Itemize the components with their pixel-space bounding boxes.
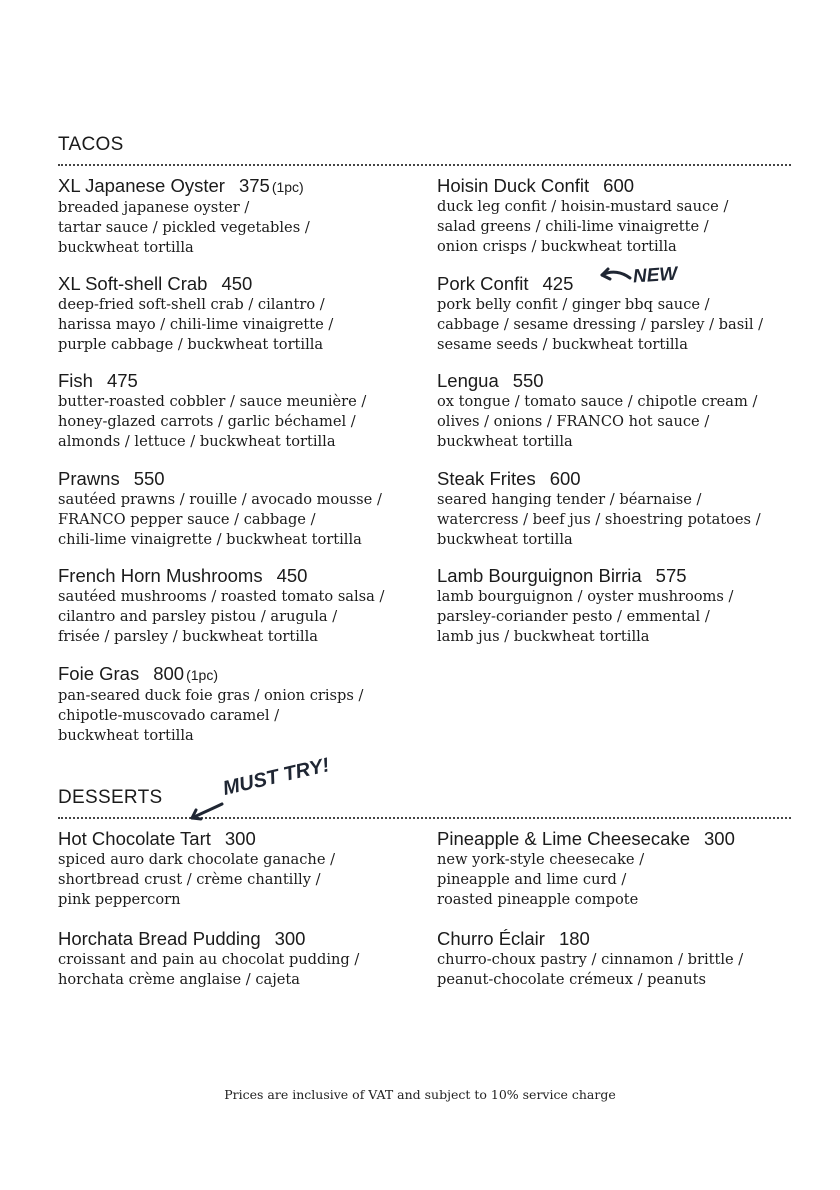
item-desc-line: onion crisps / buckwheat tortilla <box>437 238 677 255</box>
item-desc-line: lamb jus / buckwheat tortilla <box>437 628 650 645</box>
item-price: 600 <box>549 468 581 489</box>
item-desc-line: buckwheat tortilla <box>437 531 573 548</box>
item-name: Horchata Bread Pudding <box>58 928 261 949</box>
item-desc-line: new york-style cheesecake / <box>437 851 645 868</box>
menu-item-xl-japanese-oyster <box>58 175 418 258</box>
tacos-divider <box>58 164 791 166</box>
item-desc-line: buckwheat tortilla <box>58 239 194 256</box>
menu-item-xl-soft-shell-crab <box>58 273 418 355</box>
item-desc-line: deep-fried soft-shell crab / cilantro / <box>58 296 325 313</box>
item-desc-line: churro-choux pastry / cinnamon / brittle / <box>437 951 744 968</box>
item-desc-line: breaded japanese oyster / <box>58 199 250 216</box>
item-qty: (1pc) <box>271 179 304 195</box>
item-name: Hoisin Duck Confit <box>437 175 590 196</box>
item-desc-line: buckwheat tortilla <box>437 433 573 450</box>
menu-item-french-horn-mushrooms <box>58 565 418 647</box>
item-desc-line: parsley-coriander pesto / emmental / <box>437 608 710 625</box>
item-desc-line: horchata crème anglaise / cajeta <box>58 971 300 988</box>
item-name: French Horn Mushrooms <box>58 565 263 586</box>
item-desc-line: almonds / lettuce / buckwheat tortilla <box>58 433 336 450</box>
item-name: Pork Confit <box>437 273 529 294</box>
item-price: 600 <box>603 175 635 196</box>
item-desc-line: olives / onions / FRANCO hot sauce / <box>437 413 710 430</box>
item-price: 450 <box>276 565 308 586</box>
item-qty: (1pc) <box>186 667 218 683</box>
item-price: 180 <box>558 928 590 949</box>
item-desc-line: buckwheat tortilla <box>58 727 194 744</box>
item-price: 575 <box>655 565 687 586</box>
item-desc-line: pink peppercorn <box>58 891 181 908</box>
item-desc-line: sesame seeds / buckwheat tortilla <box>437 336 688 353</box>
item-price: 550 <box>512 370 544 391</box>
footer-note: Prices are inclusive of VAT and subject to 10% service charge <box>224 1087 616 1102</box>
item-desc-line: purple cabbage / buckwheat tortilla <box>58 336 324 353</box>
item-desc-line: ox tongue / tomato sauce / chipotle cream / <box>437 393 758 410</box>
item-name: Pineapple & Lime Cheesecake <box>437 828 690 849</box>
item-price: 425 <box>542 273 574 294</box>
tacos-section-title: TACOS <box>58 134 124 155</box>
item-desc-line: seared hanging tender / béarnaise / <box>437 491 702 508</box>
item-name: Lamb Bourguignon Birria <box>437 565 642 586</box>
item-price: 475 <box>106 370 138 391</box>
menu-item-fish <box>58 370 418 452</box>
item-name: XL Soft-shell Crab <box>58 273 208 294</box>
item-desc-line: butter-roasted cobbler / sauce meunière / <box>58 393 367 410</box>
menu-item-foie-gras <box>58 663 418 746</box>
item-name: Fish <box>58 370 93 391</box>
desserts-divider <box>58 817 791 819</box>
desserts-section-title: DESSERTS <box>58 787 163 808</box>
menu-item-hoisin-duck-confit <box>437 175 797 257</box>
item-desc-line: tartar sauce / pickled vegetables / <box>58 219 310 236</box>
item-name: Hot Chocolate Tart <box>58 828 211 849</box>
item-desc-line: duck leg confit / hoisin-mustard sauce / <box>437 198 729 215</box>
item-desc-line: harissa mayo / chili-lime vinaigrette / <box>58 316 334 333</box>
item-price: 550 <box>133 468 165 489</box>
item-price: 300 <box>704 828 735 849</box>
menu-item-horchata-bread-pudding <box>58 928 418 990</box>
must-try-arrow-icon <box>188 800 228 824</box>
item-desc-line: chili-lime vinaigrette / buckwheat tortilla <box>58 531 362 548</box>
menu-item-prawns <box>58 468 418 550</box>
menu-item-lamb-bourguignon-birria <box>437 565 797 647</box>
item-price: 800 <box>153 663 185 684</box>
item-name: Churro Éclair <box>437 928 545 949</box>
item-name: Steak Frites <box>437 468 536 489</box>
menu-item-churro-eclair <box>437 928 797 990</box>
item-price: 375 <box>238 175 270 196</box>
item-desc-line: chipotle-muscovado caramel / <box>58 707 280 724</box>
item-desc-line: cilantro and parsley pistou / arugula / <box>58 608 338 625</box>
item-desc-line: frisée / parsley / buckwheat tortilla <box>58 628 318 645</box>
item-price: 450 <box>221 273 253 294</box>
menu-item-pineapple-lime-cheesecake <box>437 828 797 910</box>
item-name: Foie Gras <box>58 663 140 684</box>
menu-item-lengua <box>437 370 797 452</box>
item-desc-line: watercress / beef jus / shoestring potatoes / <box>437 511 761 528</box>
item-desc-line: peanut-chocolate crémeux / peanuts <box>437 971 707 988</box>
menu-item-steak-frites <box>437 468 797 550</box>
item-desc-line: shortbread crust / crème chantilly / <box>58 871 321 888</box>
item-desc-line: spiced auro dark chocolate ganache / <box>58 851 336 868</box>
item-name: XL Japanese Oyster <box>58 175 225 196</box>
item-price: 300 <box>274 928 306 949</box>
item-desc-line: croissant and pain au chocolat pudding / <box>58 951 360 968</box>
item-desc-line: sautéed prawns / rouille / avocado mousse / <box>58 491 382 508</box>
item-desc-line: pan-seared duck foie gras / onion crisps / <box>58 687 364 704</box>
menu-item-hot-chocolate-tart <box>58 828 418 910</box>
item-desc-line: salad greens / chili-lime vinaigrette / <box>437 218 709 235</box>
item-price: 300 <box>224 828 256 849</box>
item-name: Lengua <box>437 370 499 391</box>
item-desc-line: roasted pineapple compote <box>437 891 639 908</box>
item-desc-line: pork belly confit / ginger bbq sauce / <box>437 296 710 313</box>
item-desc-line: lamb bourguignon / oyster mushrooms / <box>437 588 734 605</box>
item-desc-line: sautéed mushrooms / roasted tomato salsa / <box>58 588 385 605</box>
item-desc-line: honey-glazed carrots / garlic béchamel / <box>58 413 356 430</box>
must-try-label: MUST TRY! <box>220 754 332 801</box>
item-desc-line: FRANCO pepper sauce / cabbage / <box>58 511 316 528</box>
item-desc-line: pineapple and lime curd / <box>437 871 627 888</box>
item-desc-line: cabbage / sesame dressing / parsley / basil / <box>437 316 764 333</box>
item-name: Prawns <box>58 468 120 489</box>
new-label: NEW <box>632 263 678 288</box>
